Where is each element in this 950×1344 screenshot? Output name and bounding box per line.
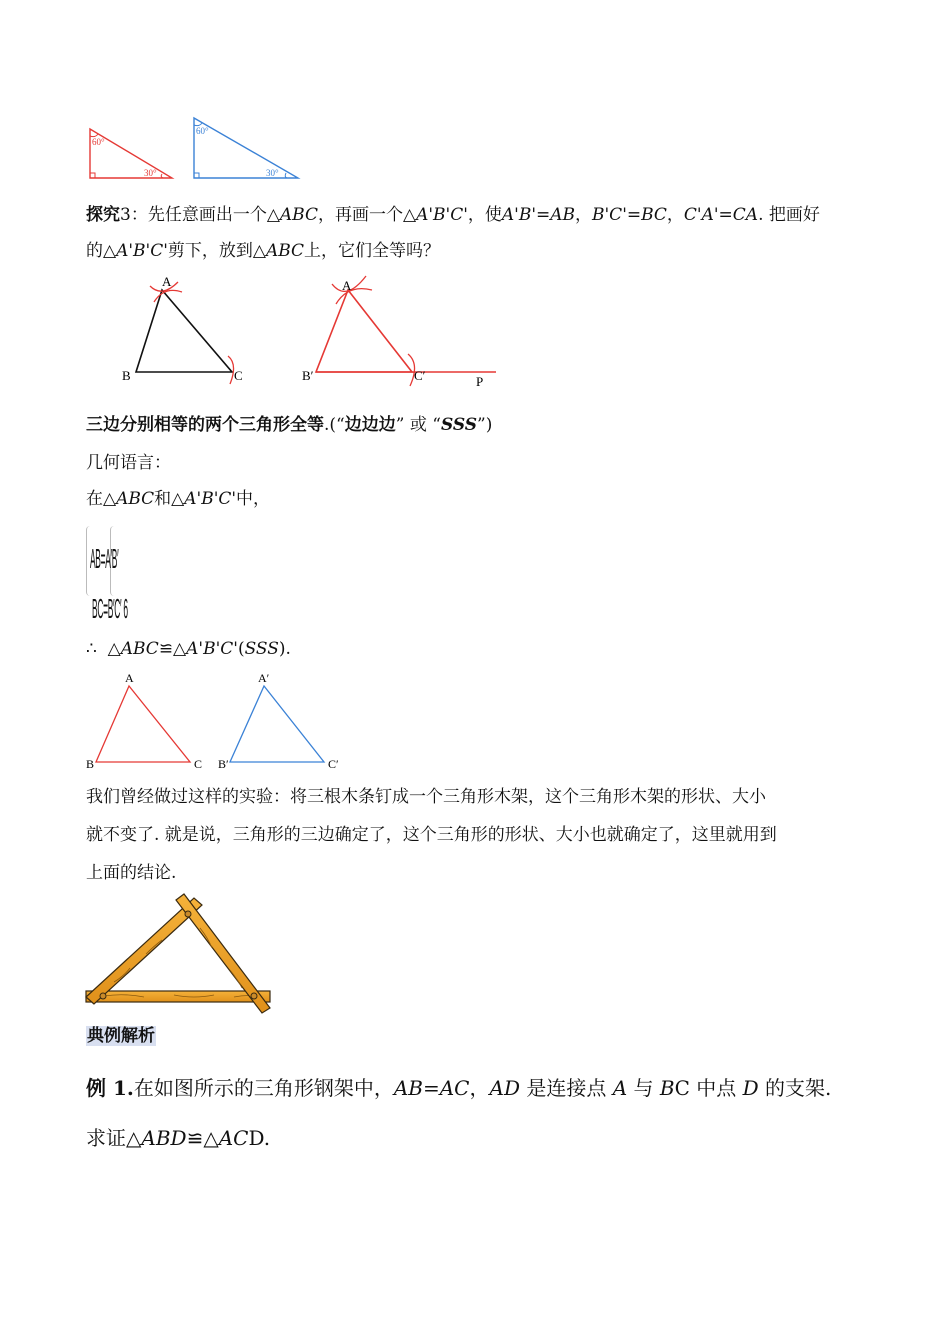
theorem-name-cn: 边边边: [344, 415, 396, 435]
red-label-C: C: [194, 757, 203, 771]
example1-line2-b: ≌△: [186, 1126, 219, 1150]
in-triangles-line: [86, 482, 270, 516]
blue-triangle-apbpcp: [218, 671, 339, 771]
blue-label-B: B′: [218, 757, 229, 771]
section-title: [86, 1025, 156, 1047]
triangle-pair-figure: [84, 668, 354, 776]
theorem-rest-b: ” 或 “: [395, 415, 441, 435]
label-B: B: [122, 368, 131, 383]
blue-angle-60: 60°: [196, 126, 209, 136]
explore3-comma1: ，: [575, 205, 593, 225]
theorem-rest-a: .(“: [324, 415, 345, 435]
blue-right-triangle: [194, 118, 298, 178]
explore3-line2: [86, 234, 440, 268]
bottom-stick: [86, 991, 270, 1002]
example1-line2-a: 求证△: [86, 1126, 142, 1150]
explore3-apbpcp: A'B'C': [416, 205, 468, 225]
in-line-a: 在△: [86, 489, 117, 509]
label-C: C: [234, 368, 243, 383]
example1-c: 与: [627, 1076, 660, 1100]
example1-a: 在如图所示的三角形钢架中，: [133, 1076, 394, 1100]
explore3-text-d: . 把画好: [758, 205, 820, 225]
explore3-line2-b: 剪下，放到△: [167, 241, 266, 261]
example1-ab-ac: AB=AC: [393, 1076, 470, 1100]
example1-abd: ABD: [141, 1126, 187, 1150]
explore3-eq3: C'A'=CA: [683, 205, 759, 225]
label-A-prime: A: [342, 278, 352, 293]
explore3-number: 3: [120, 205, 131, 225]
therefore-symbol: ∴: [86, 639, 97, 659]
example1-line1: [86, 1070, 831, 1106]
explore3-text-b: ，再画一个△: [318, 205, 417, 225]
red-triangle-abc: [86, 671, 202, 771]
therefore-c: ).: [278, 639, 291, 659]
in-line-apbpcp: A'B'C': [184, 489, 237, 509]
example1-e: 的支架.: [758, 1076, 832, 1100]
example1-comma: ，: [469, 1076, 490, 1100]
red-label-A: A: [125, 671, 134, 685]
therefore-b: (: [237, 639, 245, 659]
nail-top: [185, 911, 191, 917]
explore3-line1: [86, 198, 820, 232]
example1-point-c: C: [674, 1076, 690, 1100]
experiment-line1: 我们曾经做过这样的实验：将三根木条钉成一个三角形木架，这个三角形木架的形状、大小: [86, 787, 766, 807]
label-A: A: [162, 274, 172, 289]
explore3-eq2: B'C'=BC: [592, 205, 667, 225]
theorem-bold: 三边分别相等的两个三角形全等: [86, 415, 324, 435]
red-label-B: B: [86, 757, 95, 771]
label-C-prime: C′: [414, 368, 426, 383]
in-line-c: 中，: [236, 489, 271, 509]
therefore-apbpcp: A'B'C': [186, 639, 238, 659]
explore3-abc: ABC: [279, 205, 318, 225]
therefore-abc: ABC: [120, 639, 159, 659]
explore3-line2-a: 的△: [86, 241, 117, 261]
explore3-line2-c: 上，它们全等吗？: [304, 241, 441, 261]
red-right-triangle: [90, 129, 172, 178]
explore3-eq1: A'B'=AB: [501, 205, 576, 225]
condition-formula-text: AB=A′B′ BC=B′C′ 6: [90, 543, 128, 624]
example1-line2: [86, 1120, 270, 1156]
theorem-name-en: SSS: [440, 415, 478, 435]
explore3-comma2: ，: [666, 205, 684, 225]
wooden-triangle-frame: [84, 892, 276, 1020]
therefore-cong: ≌△: [158, 639, 187, 659]
therefore-sss: SSS: [244, 639, 279, 659]
therefore-a: △: [107, 639, 121, 659]
explore3-line2-abc: ABC: [265, 241, 305, 261]
experiment-line3: 上面的结论.: [86, 863, 177, 883]
red-angle-60: 60°: [92, 137, 105, 147]
nail-right: [251, 993, 257, 999]
explore3-line2-apbpcp: A'B'C': [116, 241, 168, 261]
right-triangles-figure: [86, 112, 306, 184]
experiment-line2: 就不变了. 就是说，三角形的三边确定了，这个三角形的形状、大小也就确定了，这里就用到: [86, 825, 777, 845]
section-title-text: 典例解析: [87, 1026, 155, 1046]
label-P: P: [476, 374, 484, 389]
explore3-text-a: ：先任意画出一个△: [130, 205, 280, 225]
example1-line2-c: D.: [248, 1126, 271, 1150]
example1-point-a: A: [612, 1076, 628, 1100]
theorem-rest-c: ”): [477, 415, 493, 435]
blue-label-C: C′: [328, 757, 339, 771]
geo-language-label: 几何语言：: [86, 453, 171, 473]
condition-formula: [86, 520, 196, 624]
red-construction: [302, 276, 496, 389]
example1-label: 例 1.: [86, 1076, 134, 1100]
red-angle-30: 30°: [144, 168, 157, 178]
theorem-line: [86, 408, 492, 442]
explore3-label: 探究: [86, 205, 120, 225]
nail-left: [100, 993, 106, 999]
explore3-text-c: ，使: [467, 205, 502, 225]
label-B-prime: B′: [302, 368, 314, 383]
blue-angle-30: 30°: [266, 168, 279, 178]
example1-d: 中点: [689, 1076, 743, 1100]
construction-figure: [110, 272, 510, 390]
black-triangle: [122, 274, 243, 384]
example1-point-d: D: [742, 1076, 759, 1100]
example1-ac: AC: [218, 1126, 249, 1150]
example1-b: 是连接点: [519, 1076, 613, 1100]
example1-ad: AD: [489, 1076, 520, 1100]
in-line-abc: ABC: [116, 489, 155, 509]
example1-point-b: B: [659, 1076, 675, 1100]
in-line-b: 和△: [154, 489, 185, 509]
blue-label-A: A′: [258, 671, 270, 685]
therefore-line: [86, 632, 291, 666]
